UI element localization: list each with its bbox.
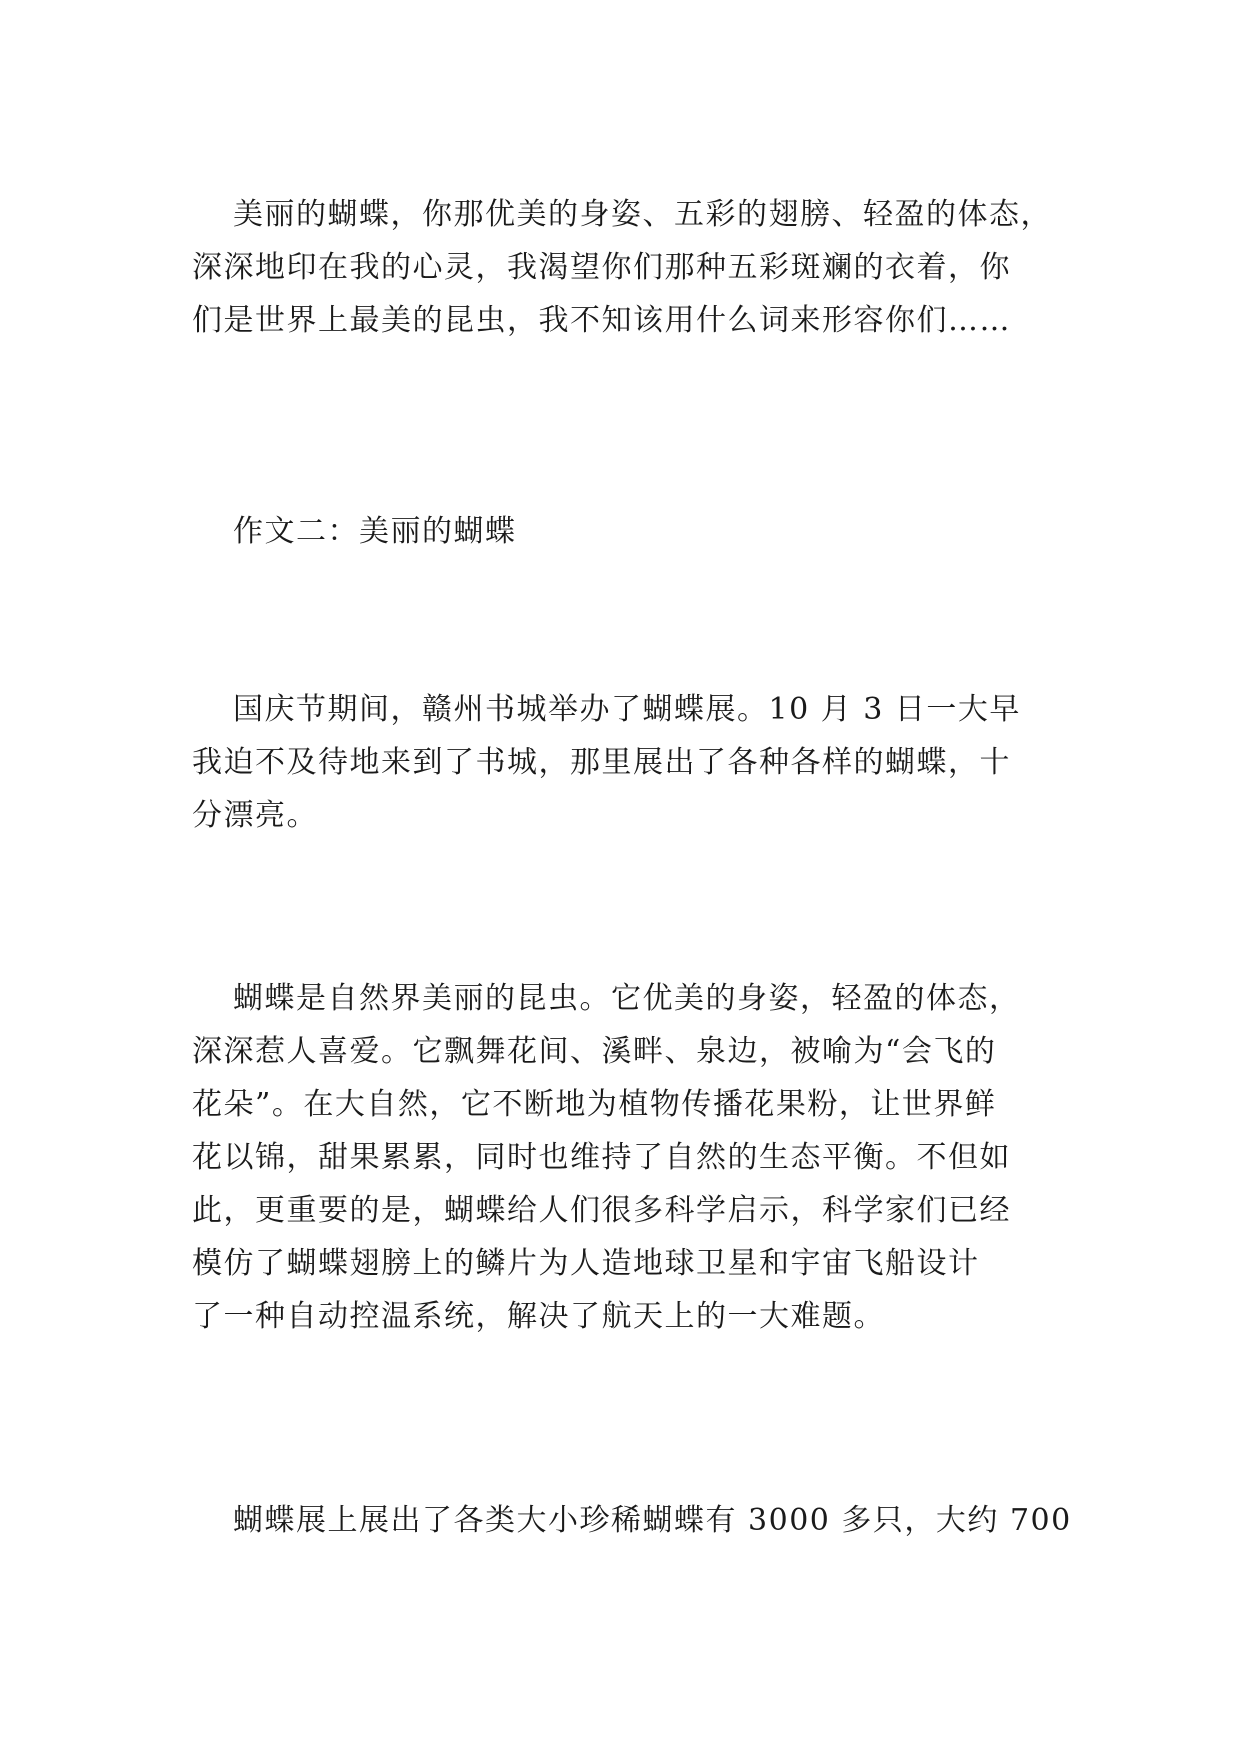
text-line: 了一种自动控温系统，解决了航天上的一大难题。 [192, 1299, 885, 1334]
text-line: 深深惹人喜爱。它飘舞花间、溪畔、泉边，被喻为“会飞的 [192, 1034, 997, 1069]
text-line: 国庆节期间，赣州书城举办了蝴蝶展。10 月 3 日一大早 [233, 692, 1021, 727]
text-line: 花朵”。在大自然，它不断地为植物传播花果粉，让世界鲜 [192, 1087, 997, 1122]
paragraph-butterfly-praise [192, 188, 1072, 347]
text-line: 蝴蝶展上展出了各类大小珍稀蝴蝶有 3000 多只，大约 700 [233, 1503, 1072, 1538]
text-line: 此，更重要的是，蝴蝶给人们很多科学启示，科学家们已经 [192, 1193, 1011, 1228]
heading-text: 作文二：美丽的蝴蝶 [233, 514, 517, 549]
text-line: 分漂亮。 [192, 798, 318, 833]
paragraph-exhibition-intro [192, 683, 1072, 842]
text-line: 们是世界上最美的昆虫，我不知该用什么词来形容你们…… [192, 303, 1011, 338]
text-line: 我迫不及待地来到了书城，那里展出了各种各样的蝴蝶，十 [192, 745, 1011, 780]
paragraph-exhibition-details [192, 1494, 1072, 1547]
text-line: 蝴蝶是自然界美丽的昆虫。它优美的身姿，轻盈的体态， [233, 981, 1021, 1016]
text-line: 美丽的蝴蝶，你那优美的身姿、五彩的翅膀、轻盈的体态， [233, 197, 1052, 232]
text-line: 模仿了蝴蝶翅膀上的鳞片为人造地球卫星和宇宙飞船设计 [192, 1246, 980, 1281]
text-line: 深深地印在我的心灵，我渴望你们那种五彩斑斓的衣着，你 [192, 250, 1011, 285]
text-line: 花以锦，甜果累累，同时也维持了自然的生态平衡。不但如 [192, 1140, 1011, 1175]
essay-heading [192, 505, 1072, 558]
paragraph-butterfly-nature [192, 972, 1072, 1343]
